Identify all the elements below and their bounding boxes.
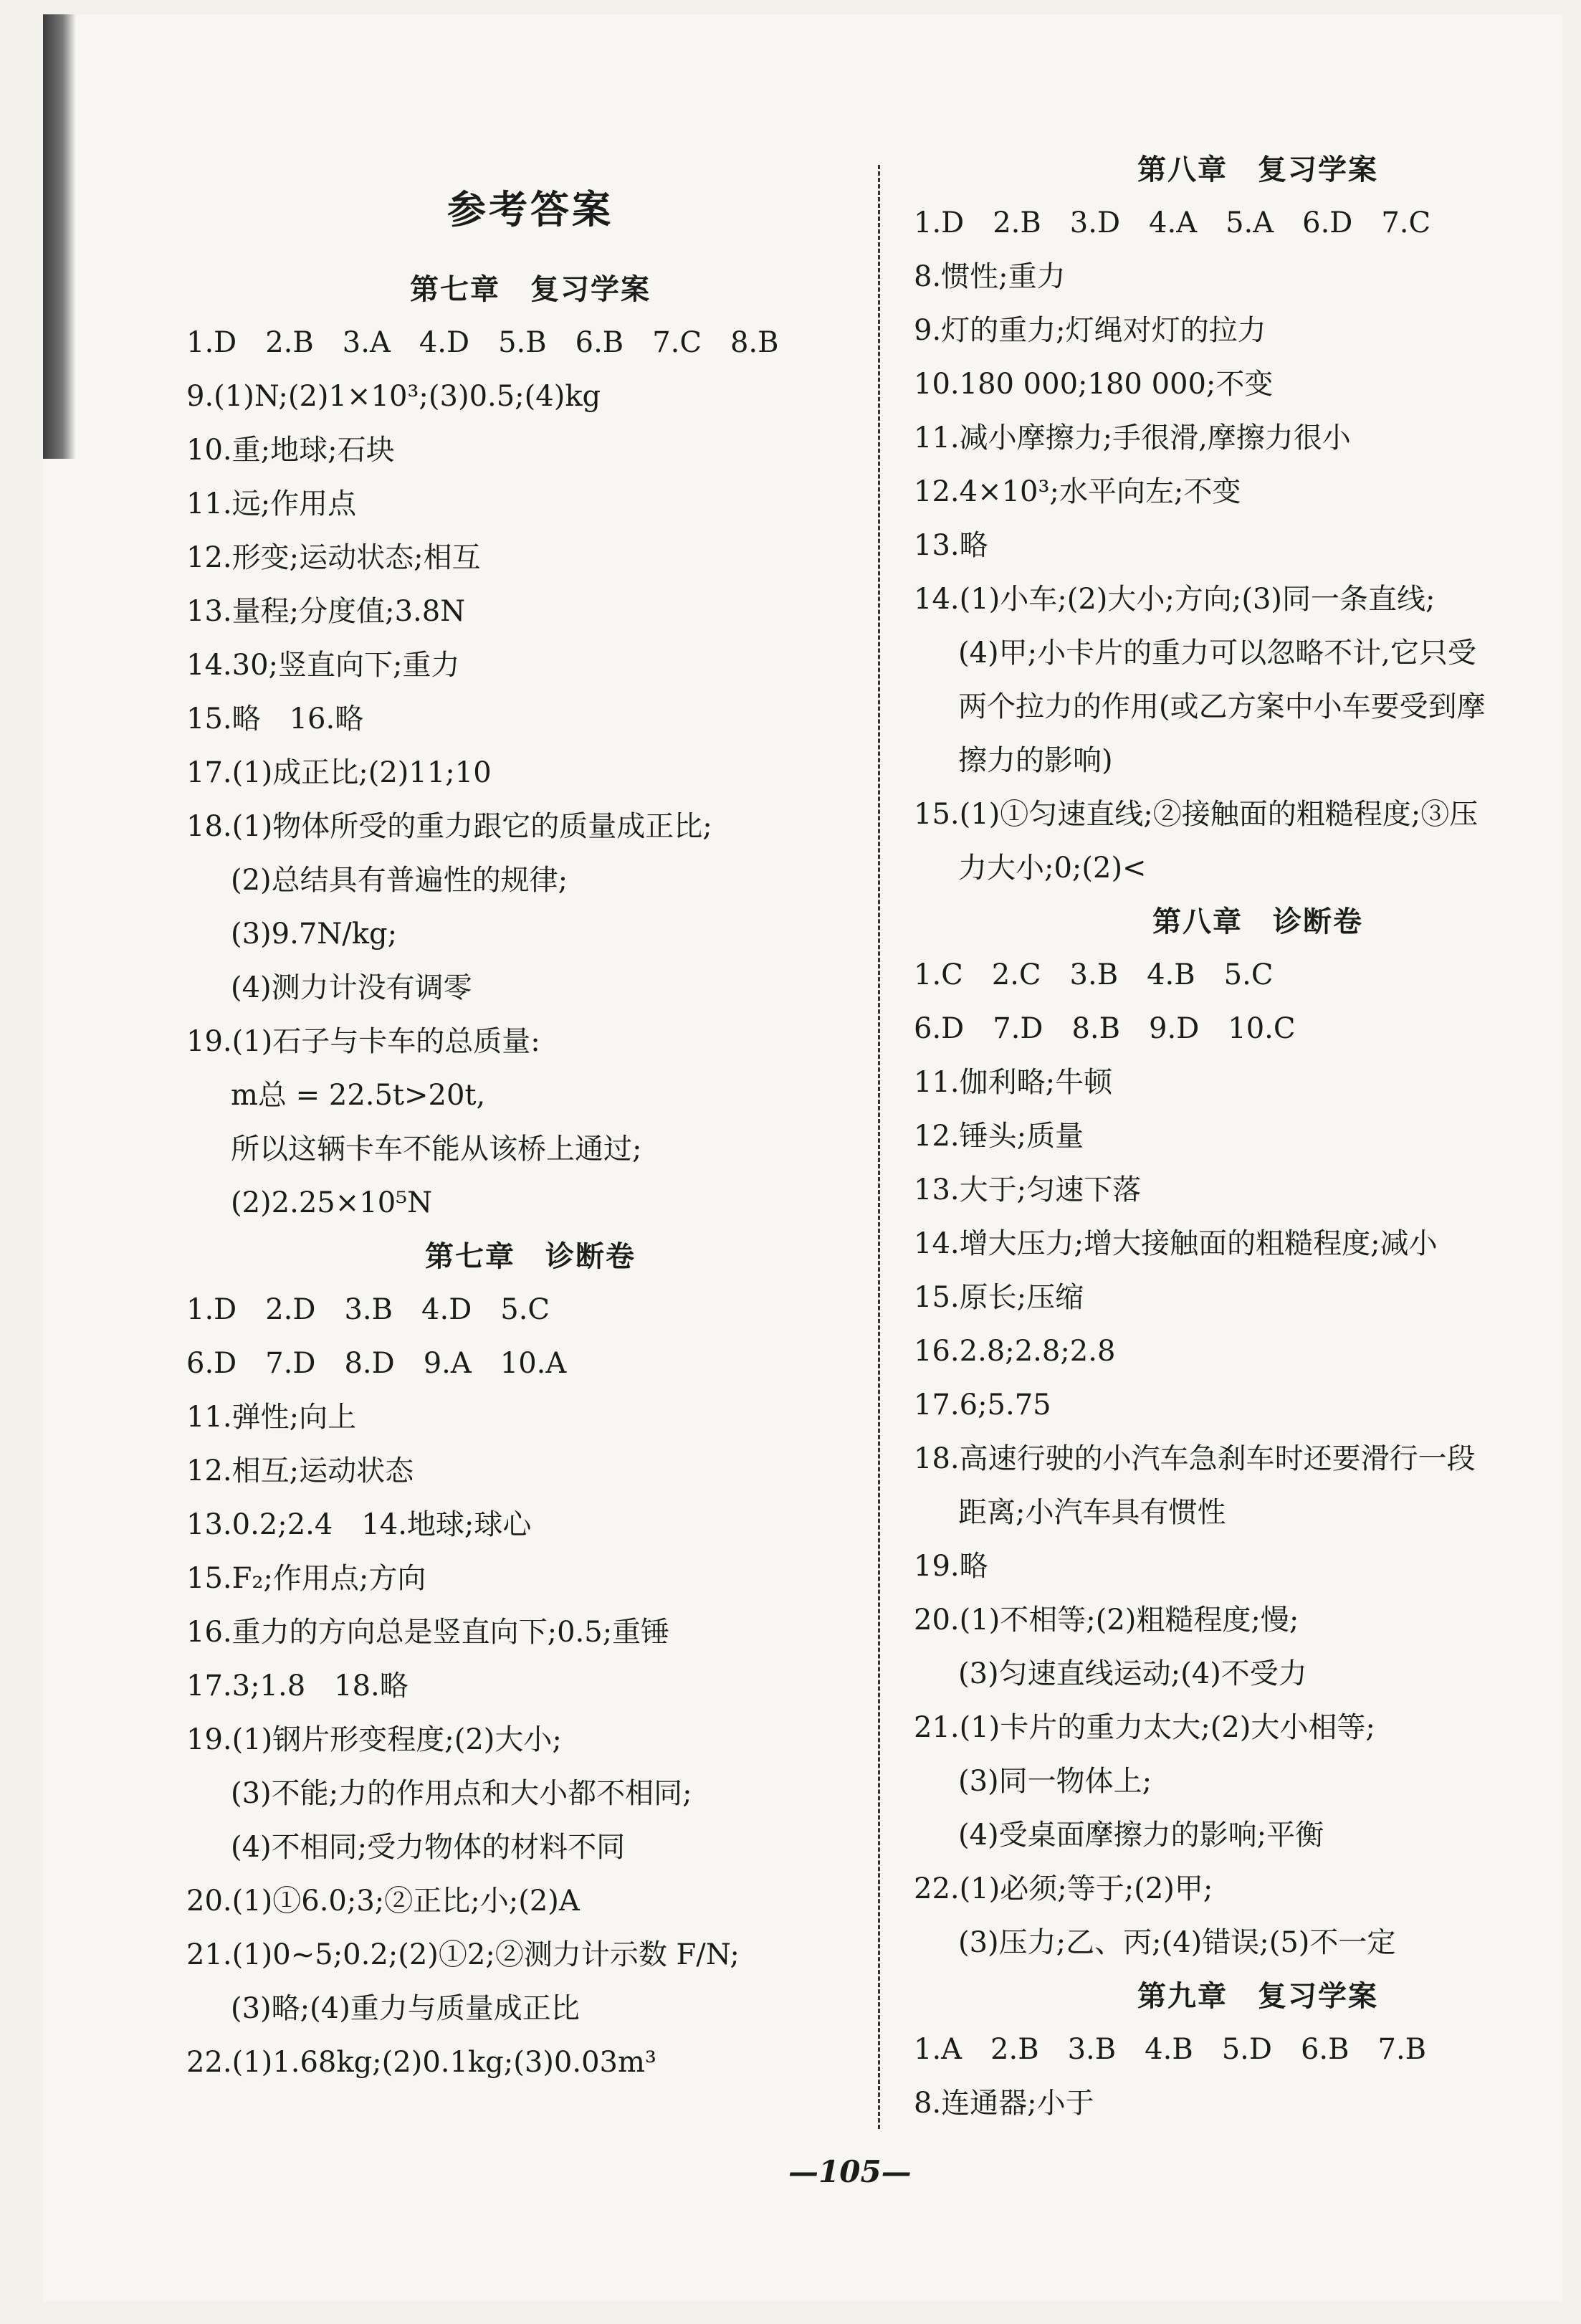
answer-line: 19.(1)钢片形变程度;(2)大小; bbox=[186, 1723, 562, 1756]
answer-line: 15.(1)①匀速直线;②接触面的粗糙程度;③压 bbox=[914, 798, 1479, 831]
section-heading: 第八章 诊断卷 bbox=[1152, 905, 1363, 938]
answer-line: 9.(1)N;(2)1×10³;(3)0.5;(4)kg bbox=[186, 380, 601, 413]
scan-edge-shadow bbox=[43, 14, 76, 459]
answer-line-continued: (3)略;(4)重力与质量成正比 bbox=[231, 1992, 580, 2025]
answer-line: 11.伽利略;牛顿 bbox=[914, 1066, 1113, 1099]
answer-line-continued: 两个拉力的作用(或乙方案中小车要受到摩 bbox=[958, 690, 1486, 723]
answer-line: 19.(1)石子与卡车的总质量: bbox=[186, 1025, 540, 1058]
left-column bbox=[186, 122, 874, 2090]
answer-line: 10.180 000;180 000;不变 bbox=[914, 368, 1274, 401]
answer-line: 17.(1)成正比;(2)11;10 bbox=[186, 756, 492, 789]
answer-line: 13.大于;匀速下落 bbox=[914, 1173, 1142, 1206]
answer-line: 6.D 7.D 8.D 9.A 10.A bbox=[186, 1347, 567, 1380]
answer-line: 17.6;5.75 bbox=[914, 1389, 1051, 1421]
left-answers bbox=[186, 263, 874, 2090]
answer-line: 14.30;竖直向下;重力 bbox=[186, 649, 460, 682]
right-column bbox=[914, 143, 1581, 2130]
answer-line: 1.D 2.B 3.A 4.D 5.B 6.B 7.C 8.B bbox=[186, 326, 779, 359]
section-heading: 第七章 诊断卷 bbox=[425, 1239, 636, 1273]
section-heading: 第七章 复习学案 bbox=[410, 272, 651, 306]
answer-line-continued: (3)9.7N/kg; bbox=[231, 918, 398, 951]
answer-line: 8.惯性;重力 bbox=[914, 260, 1066, 293]
answer-line-continued: 力大小;0;(2)< bbox=[958, 852, 1147, 885]
answer-line: 11.弹性;向上 bbox=[186, 1401, 357, 1434]
answer-line: 6.D 7.D 8.B 9.D 10.C bbox=[914, 1012, 1296, 1045]
page-number: —105— bbox=[788, 2154, 912, 2189]
answer-line: 11.减小摩擦力;手很滑,摩擦力很小 bbox=[914, 422, 1351, 454]
column-divider bbox=[878, 165, 880, 2129]
answer-line: 12.相互;运动状态 bbox=[186, 1454, 414, 1487]
section-heading: 第八章 复习学案 bbox=[1137, 153, 1378, 186]
answer-line: 18.(1)物体所受的重力跟它的质量成正比; bbox=[186, 810, 712, 843]
answer-line: 1.A 2.B 3.B 4.B 5.D 6.B 7.B bbox=[914, 2033, 1427, 2066]
answer-line: 13.略 bbox=[914, 529, 988, 562]
section-heading: 第九章 复习学案 bbox=[1137, 1979, 1378, 2013]
answer-line: 20.(1)不相等;(2)粗糙程度;慢; bbox=[914, 1604, 1299, 1637]
answer-line-continued: (3)不能;力的作用点和大小都不相同; bbox=[231, 1777, 692, 1810]
answer-line-continued: 擦力的影响) bbox=[958, 744, 1113, 777]
answer-line: 15.F₂;作用点;方向 bbox=[186, 1562, 426, 1595]
answer-page bbox=[43, 14, 1562, 2301]
answer-line: 18.高速行驶的小汽车急刹车时还要滑行一段 bbox=[914, 1442, 1476, 1475]
answer-line: 21.(1)0~5;0.2;(2)①2;②测力计示数 F/N; bbox=[186, 1938, 740, 1971]
answer-line-continued: (2)总结具有普遍性的规律; bbox=[231, 864, 568, 897]
answer-line: 20.(1)①6.0;3;②正比;小;(2)A bbox=[186, 1885, 580, 1918]
answer-line: 12.锤头;质量 bbox=[914, 1120, 1084, 1153]
answer-line: 17.3;1.8 18.略 bbox=[186, 1670, 409, 1702]
answer-line-continued: 所以这辆卡车不能从该桥上通过; bbox=[231, 1133, 642, 1166]
answer-line-continued: (3)同一物体上; bbox=[958, 1765, 1152, 1798]
answer-line: 14.(1)小车;(2)大小;方向;(3)同一条直线; bbox=[914, 583, 1436, 616]
answer-line: 13.量程;分度值;3.8N bbox=[186, 595, 466, 628]
answer-line: 19.略 bbox=[914, 1550, 988, 1583]
answer-line-continued: 距离;小汽车具有惯性 bbox=[958, 1496, 1226, 1529]
answer-line-continued: (3)压力;乙、丙;(4)错误;(5)不一定 bbox=[958, 1926, 1396, 1959]
answer-line-continued: m总 = 22.5t>20t, bbox=[231, 1079, 486, 1112]
answer-line: 16.重力的方向总是竖直向下;0.5;重锤 bbox=[186, 1616, 670, 1649]
page-title: 参考答案 bbox=[447, 186, 613, 232]
answer-line: 12.4×10³;水平向左;不变 bbox=[914, 475, 1241, 508]
answer-line: 12.形变;运动状态;相互 bbox=[186, 541, 481, 574]
answer-line-continued: (2)2.25×10⁵N bbox=[231, 1186, 433, 1219]
answer-line-continued: (4)受桌面摩擦力的影响;平衡 bbox=[958, 1819, 1324, 1852]
answer-line: 1.D 2.B 3.D 4.A 5.A 6.D 7.C bbox=[914, 206, 1431, 239]
answer-line: 22.(1)必须;等于;(2)甲; bbox=[914, 1872, 1213, 1905]
answer-line: 1.C 2.C 3.B 4.B 5.C bbox=[914, 958, 1274, 991]
answer-line-continued: (4)不相同;受力物体的材料不同 bbox=[231, 1831, 626, 1864]
answer-line: 15.原长;压缩 bbox=[914, 1281, 1084, 1314]
answer-line: 15.略 16.略 bbox=[186, 703, 364, 735]
answer-line: 9.灯的重力;灯绳对灯的拉力 bbox=[914, 314, 1266, 347]
right-answers bbox=[914, 143, 1581, 2130]
answer-line-continued: (4)甲;小卡片的重力可以忽略不计,它只受 bbox=[958, 637, 1476, 670]
answer-line: 16.2.8;2.8;2.8 bbox=[914, 1335, 1116, 1368]
answer-line-continued: (4)测力计没有调零 bbox=[231, 971, 472, 1004]
answer-line: 8.连通器;小于 bbox=[914, 2087, 1094, 2120]
answer-line: 13.0.2;2.4 14.地球;球心 bbox=[186, 1508, 532, 1541]
answer-line: 22.(1)1.68kg;(2)0.1kg;(3)0.03m³ bbox=[186, 2046, 656, 2079]
answer-line: 11.远;作用点 bbox=[186, 487, 357, 520]
answer-line: 10.重;地球;石块 bbox=[186, 434, 395, 467]
answer-line: 21.(1)卡片的重力太大;(2)大小相等; bbox=[914, 1711, 1375, 1744]
answer-line: 1.D 2.D 3.B 4.D 5.C bbox=[186, 1293, 550, 1326]
answer-line: 14.增大压力;增大接触面的粗糙程度;减小 bbox=[914, 1227, 1438, 1260]
answer-line-continued: (3)匀速直线运动;(4)不受力 bbox=[958, 1657, 1307, 1690]
